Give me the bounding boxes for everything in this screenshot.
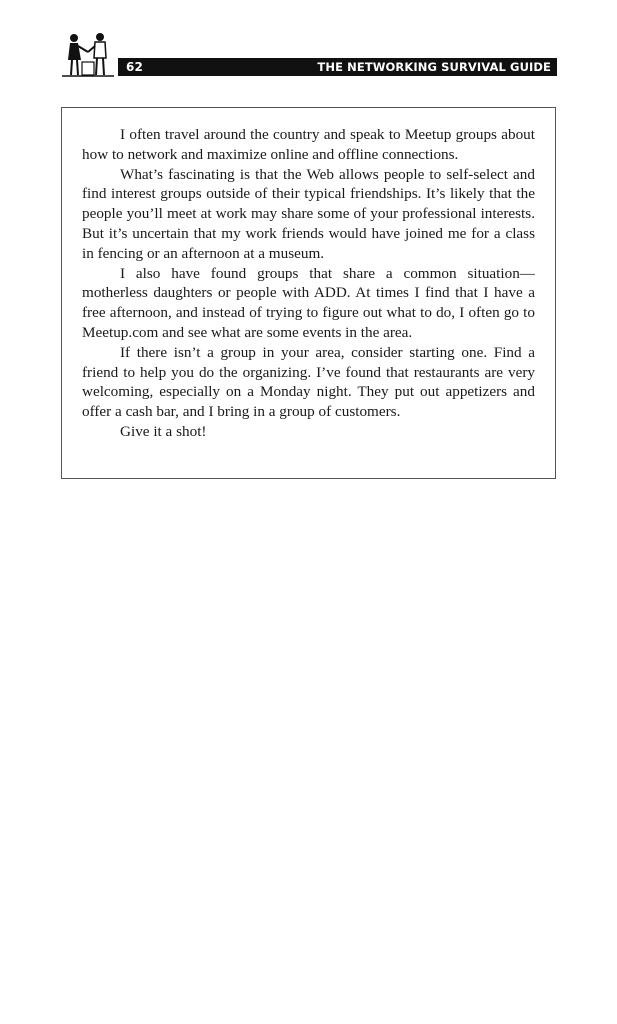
sidebar-box [61,107,556,479]
paragraph: I also have found groups that share a common situation—motherless daughters or people with ADD. At times I find that I have a free afternoon, and instead of trying to figure out what to do, I often go to Meetup.com and see what are some events in the area. [82,264,535,341]
header-bar [118,58,557,76]
page-number: 62 [126,60,144,74]
running-head: THE NETWORKING SURVIVAL GUIDE [317,60,551,74]
handshake-figures-icon [60,30,116,78]
page-header [60,30,557,78]
paragraph: I often travel around the country and speak to Meetup groups about how to network and maximize online and offline connections. [82,126,535,163]
paragraph: Give it a shot! [120,422,207,440]
paragraph: If there isn’t a group in your area, consider starting one. Find a friend to help you do the organizing. I’ve found that restaurants are very welcoming, especially on a Monday night. They put out appetizers and offer a cash bar, and I bring in a group of customers. [82,343,535,421]
paragraph: What’s fascinating is that the Web allows people to self-select and find interest groups outside of their typical friendships. It’s likely that the people you’ll meet at work may share some of your professional interests. But it’s uncertain that my work friends would have joined me for a class in fencing or an afternoon at a museum. [82,165,535,262]
